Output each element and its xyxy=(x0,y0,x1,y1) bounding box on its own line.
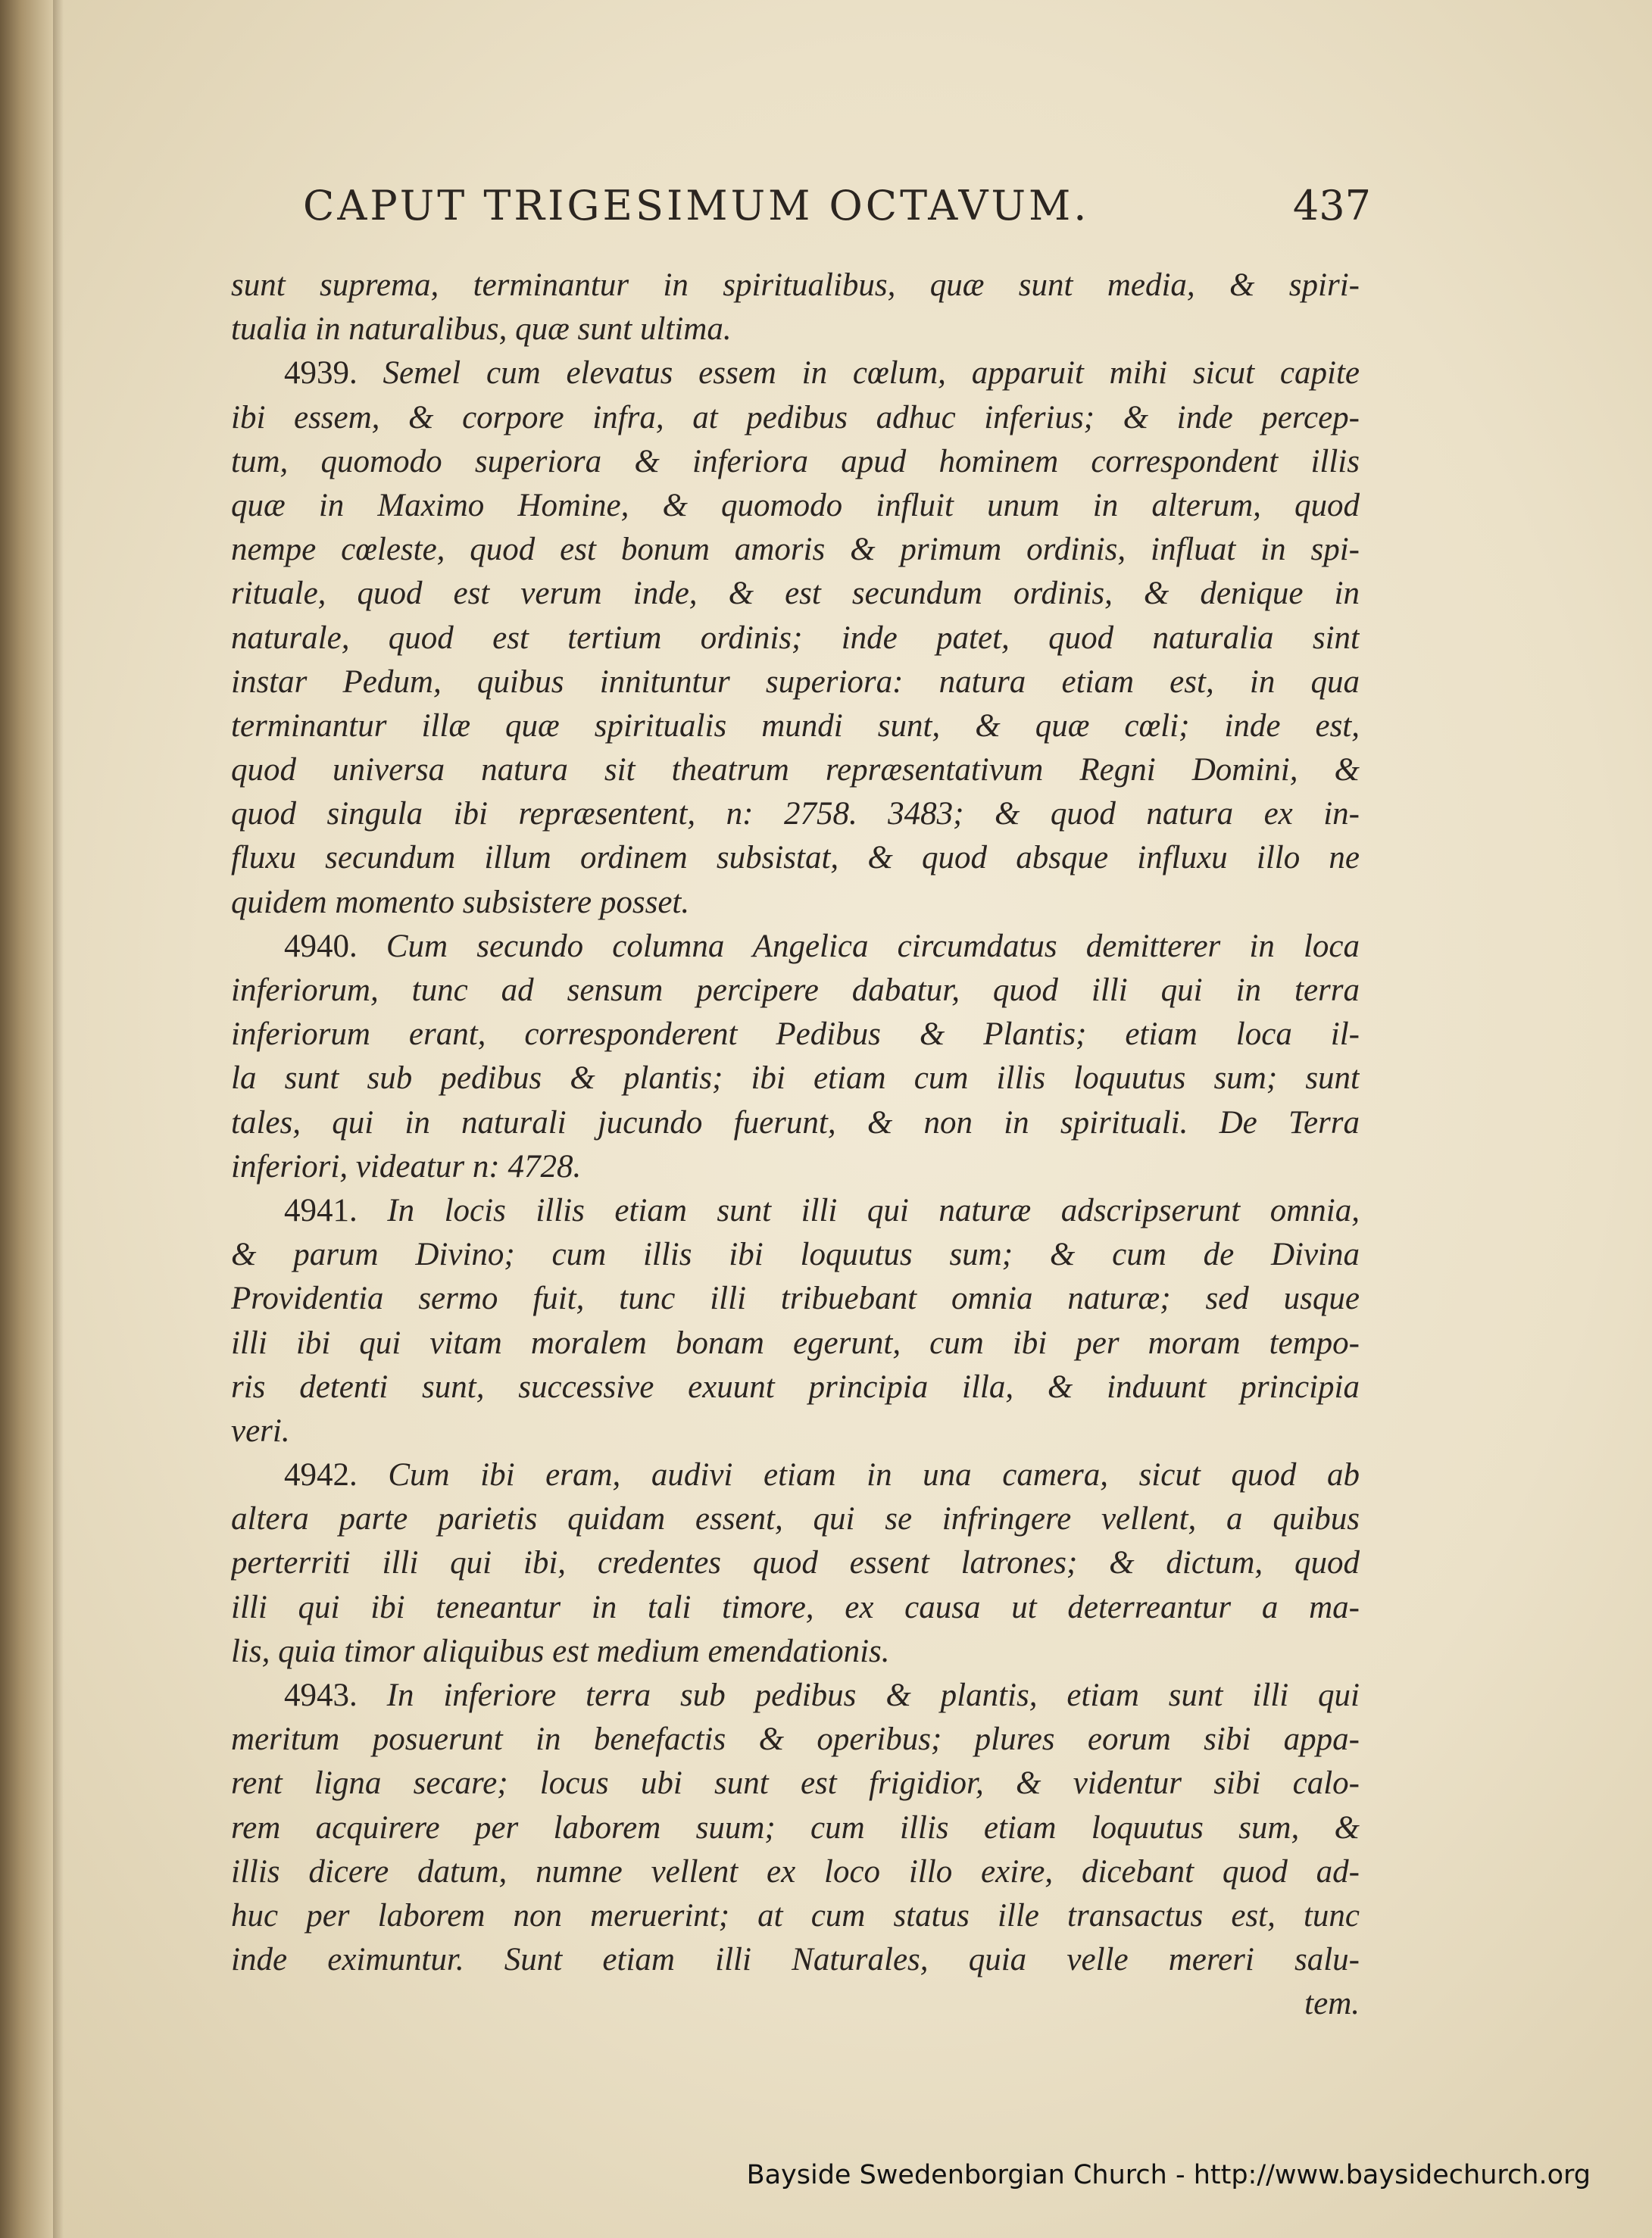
line-text: sunt suprema, terminantur in spiritualibus, quæ sunt media, & spiri- xyxy=(231,267,1360,303)
line-text: huc per laborem non meruerint; at cum status ille transactus est, tunc xyxy=(231,1897,1360,1934)
line-text: lis, quia timor aliquibus est medium emendationis. xyxy=(231,1633,890,1669)
text-line xyxy=(231,1013,1360,1057)
text-line xyxy=(231,1057,1360,1100)
page-header xyxy=(303,182,1371,250)
text-line xyxy=(231,1982,1360,2026)
text-line xyxy=(231,1366,1360,1409)
text-line xyxy=(231,307,1360,351)
line-text: instar Pedum, quibus innituntur superiora: natura etiam est, in qua xyxy=(231,663,1360,700)
line-text: illis dicere datum, numne vellent ex loco illo exire, dicebant quod ad- xyxy=(231,1853,1360,1890)
line-text: terminantur illæ quæ spiritualis mundi sunt, & quæ cœli; inde est, xyxy=(231,707,1360,744)
line-text: tem. xyxy=(1304,1986,1360,2022)
line-text: Cum secundo columna Angelica circumdatus demitterer in loca xyxy=(357,928,1360,964)
line-text: quod singula ibi repræsentent, n: 2758. 3483; & quod natura ex in- xyxy=(231,796,1360,832)
text-line xyxy=(231,1189,1360,1233)
line-text: rituale, quod est verum inde, & est secundum ordinis, & denique in xyxy=(231,576,1360,612)
paragraph-number: 4943. xyxy=(284,1678,358,1713)
text-line xyxy=(231,1762,1360,1806)
text-line xyxy=(231,1718,1360,1762)
paragraph-number: 4941. xyxy=(284,1192,358,1228)
line-text: inferiori, videatur n: 4728. xyxy=(231,1148,582,1185)
line-text: In locis illis etiam sunt illi qui naturæ adscripserunt omnia, xyxy=(357,1192,1360,1228)
paragraph-number: 4940. xyxy=(284,928,358,964)
text-line xyxy=(231,616,1360,660)
line-text: inferiorum erant, corresponderent Pedibus & Plantis; etiam loca il- xyxy=(231,1016,1360,1053)
line-text: altera parte parietis quidam essent, qui se infringere vellent, a quibus xyxy=(231,1501,1360,1537)
text-line xyxy=(231,484,1360,528)
text-line xyxy=(231,1101,1360,1145)
running-head: CAPUT TRIGESIMUM OCTAVUM. xyxy=(303,182,1090,229)
text-line xyxy=(231,1630,1360,1674)
text-line xyxy=(231,704,1360,748)
line-text: & parum Divino; cum illis ibi loquutus sum; & cum de Divina xyxy=(231,1237,1360,1273)
gutter-shadow xyxy=(53,0,64,2238)
text-line xyxy=(231,1674,1360,1718)
line-text: quæ in Maximo Homine, & quomodo influit unum in alterum, quod xyxy=(231,487,1360,523)
line-text: la sunt sub pedibus & plantis; ibi etiam cum illis loquutus sum; sunt xyxy=(231,1060,1360,1097)
text-line xyxy=(231,440,1360,484)
text-line xyxy=(231,351,1360,395)
line-text: ibi essem, & corpore infra, at pedibus adhuc inferius; & inde percep- xyxy=(231,399,1360,435)
watermark-credit: Bayside Swedenborgian Church - http://www.baysidechurch.org xyxy=(746,2160,1591,2190)
paragraph-number: 4939. xyxy=(284,355,358,392)
line-text: tales, qui in naturali jucundo fuerunt, & non in spirituali. De Terra xyxy=(231,1104,1360,1141)
text-line xyxy=(231,1806,1360,1850)
line-text: nempe cœleste, quod est bonum amoris & primum ordinis, influat in spi- xyxy=(231,532,1360,568)
text-line xyxy=(231,1233,1360,1277)
line-text: naturale, quod est tertium ordinis; inde patet, quod naturalia sint xyxy=(231,620,1360,656)
text-line xyxy=(231,528,1360,572)
page-number: 437 xyxy=(1292,182,1371,229)
text-line xyxy=(231,1145,1360,1189)
line-text: tualia in naturalibus, quæ sunt ultima. xyxy=(231,311,732,348)
line-text: quod universa natura sit theatrum repræsentativum Regni Domini, & xyxy=(231,752,1360,788)
line-text: quidem momento subsistere posset. xyxy=(231,884,690,920)
line-text: Providentia sermo fuit, tunc illi tribuebant omnia naturæ; sed usque xyxy=(231,1281,1360,1317)
text-line xyxy=(231,660,1360,704)
line-text: fluxu secundum illum ordinem subsistat, & quod absque influxu illo ne xyxy=(231,840,1360,876)
line-text: Semel cum elevatus essem in cœlum, apparuit mihi sicut capite xyxy=(357,355,1360,392)
paragraph-number: 4942. xyxy=(284,1457,358,1494)
text-line xyxy=(231,1541,1360,1585)
line-text: perterriti illi qui ibi, credentes quod essent latrones; & dictum, quod xyxy=(231,1545,1360,1581)
text-line xyxy=(231,836,1360,880)
text-line xyxy=(231,1322,1360,1366)
text-line xyxy=(231,264,1360,307)
text-line xyxy=(231,925,1360,969)
text-line xyxy=(231,969,1360,1013)
line-text: tum, quomodo superiora & inferiora apud hominem correspondent illis xyxy=(231,443,1360,479)
line-text: meritum posuerunt in benefactis & operibus; plures eorum sibi appa- xyxy=(231,1721,1360,1758)
line-text: inferiorum, tunc ad sensum percipere dabatur, quod illi qui in terra xyxy=(231,972,1360,1008)
text-line xyxy=(231,748,1360,792)
text-line xyxy=(231,1850,1360,1894)
text-line xyxy=(231,1497,1360,1541)
line-text: Cum ibi eram, audivi etiam in una camera, sicut quod ab xyxy=(357,1457,1360,1494)
line-text: rem acquirere per laborem suum; cum illis etiam loquutus sum, & xyxy=(231,1809,1360,1846)
line-text: illi qui ibi teneantur in tali timore, ex causa ut deterreantur a ma- xyxy=(231,1589,1360,1625)
text-line xyxy=(231,1586,1360,1630)
text-line xyxy=(231,396,1360,440)
body-text xyxy=(231,264,1360,2027)
line-text: In inferiore terra sub pedibus & plantis, etiam sunt illi qui xyxy=(357,1678,1360,1713)
text-line xyxy=(231,1938,1360,1982)
line-text: ris detenti sunt, successive exuunt principia illa, & induunt principia xyxy=(231,1369,1360,1405)
line-text: inde eximuntur. Sunt etiam illi Naturales, quia velle mereri salu- xyxy=(231,1942,1360,1978)
text-line xyxy=(231,572,1360,616)
page-gutter xyxy=(0,0,53,2238)
text-line xyxy=(231,881,1360,925)
text-line xyxy=(231,792,1360,836)
text-line xyxy=(231,1894,1360,1938)
text-line xyxy=(231,1409,1360,1453)
line-text: illi ibi qui vitam moralem bonam egerunt, cum ibi per moram tempo- xyxy=(231,1325,1360,1361)
line-text: veri. xyxy=(231,1412,290,1449)
line-text: rent ligna secare; locus ubi sunt est frigidior, & videntur sibi calo- xyxy=(231,1765,1360,1802)
text-line xyxy=(231,1453,1360,1497)
text-line xyxy=(231,1277,1360,1321)
